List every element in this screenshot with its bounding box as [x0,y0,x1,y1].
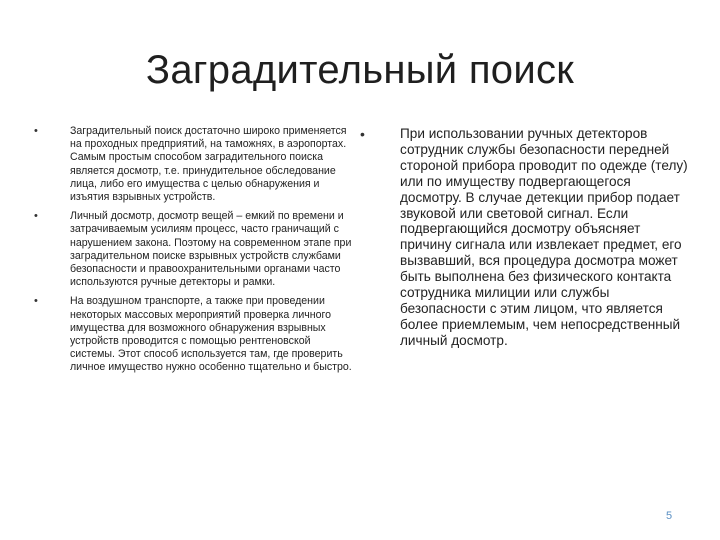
bullet-icon: • [34,210,38,223]
bullet-icon: • [34,295,38,308]
left-item-text: Заградительный поиск достаточно широко применяется на проходных предприятий, на таможнях, в аэропортах. Самым простым способом заградительного поиска является досмотр, т.е. принудительное обследование лица, либо его имущества с целью обнаружения и изъятия взрывных устройств. [70,125,347,204]
right-column [360,126,690,349]
left-bullet-list [34,125,352,375]
left-item-text: Личный досмотр, досмотр вещей – емкий по времени и затрачиваемым усилиям процесс, часто граничащий с нарушением закона. Поэтому на современном этапе при заградительном поиске взрывных устройств службами безопасности и правоохранительными органами часто используются ручные детекторы и рамки. [70,210,352,289]
page-number: 5 [666,510,673,522]
left-item-text: На воздушном транспорте, а также при проведении некоторых массовых мероприятий проверка личного имущества для возможного обнаружения взрывных устройств проводится с помощью рентгеновской системы. Этот способ используется там, где проверить личное имущество нужно особенно тщательно и быстро. [70,295,352,374]
left-list-item [34,295,352,374]
slide-title: Заградительный поиск [145,48,575,92]
right-bullet-list [360,126,690,349]
bullet-icon: • [34,125,38,137]
right-item-text: При использовании ручных детекторов сотрудник службы безопасности передней стороной прибора проводит по одежде (телу) или по имуществу подвергающегося досмотру. В случае детекции прибор подает звуковой или световой сигнал. Если подвергающийся досмотру объясняет причину сигнала или извлекает предмет, его вызвавший, вся процедура досмотра может быть выполнена без физического контакта сотрудника милиции или службы безопасности с этим лицом, что является более приемлемым, чем непосредственный личный досмотр. [400,126,688,348]
left-column [34,125,352,381]
right-list-item [360,126,690,349]
left-list-item [34,125,352,204]
bullet-icon: • [360,126,365,142]
left-list-item [34,210,352,289]
